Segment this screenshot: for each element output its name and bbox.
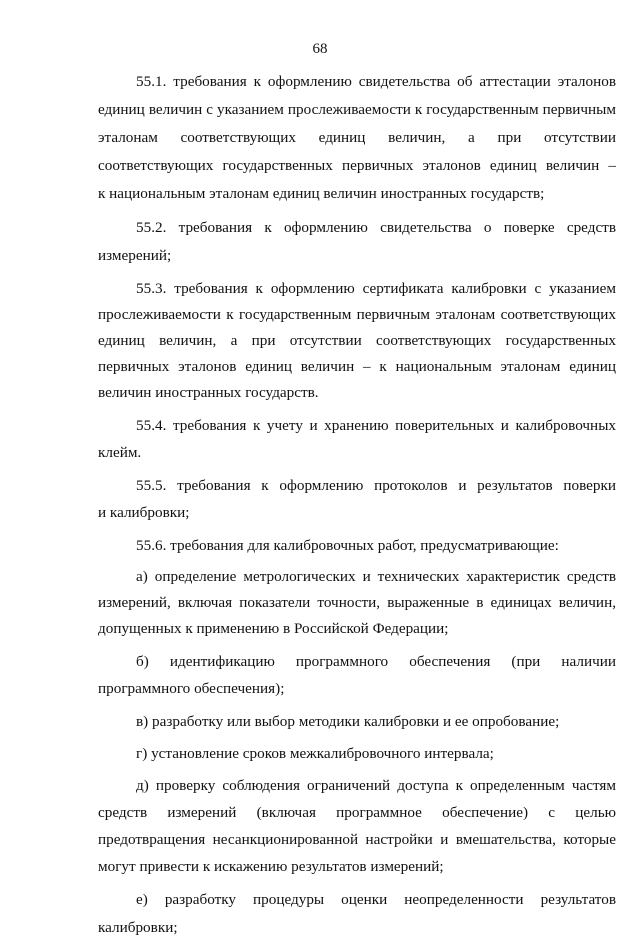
text-line: в) разработку или выбор методики калибровки и ее опробование; (136, 713, 560, 730)
text-line: допущенных к применению в Российской Федерации; (98, 620, 449, 637)
text-line: эталонам соответствующих единиц величин, а при отсутствии (98, 129, 616, 146)
text-line: соответствующих государственных первичных эталонов единиц величин – (98, 157, 616, 174)
text-line: 55.3. требования к оформлению сертификата калибровки с указанием (136, 280, 616, 297)
text-line: 55.2. требования к оформлению свидетельства о поверке средств (136, 219, 616, 236)
paragraph-55-4 (98, 412, 616, 466)
text-line: к национальным эталонам единиц величин иностранных государств; (98, 185, 545, 202)
text-line: 55.1. требования к оформлению свидетельства об аттестации эталонов (136, 73, 616, 90)
text-line: 55.6. требования для калибровочных работ, предусматривающие: (136, 537, 559, 554)
paragraph-55-6 (98, 532, 616, 560)
paragraph-item-e (98, 886, 616, 942)
text-line: б) идентификацию программного обеспечения (при наличии (136, 653, 616, 670)
text-line: программного обеспечения); (98, 680, 285, 697)
text-line: величин иностранных государств. (98, 384, 319, 401)
paragraph-item-d (98, 772, 616, 880)
text-line: предотвращения несанкционированной настройки и вмешательства, которые (98, 831, 616, 848)
paragraph-55-2 (98, 214, 616, 270)
text-line: первичных эталонов единиц величин – к национальным эталонам единиц (98, 358, 616, 375)
text-line: 55.4. требования к учету и хранению поверительных и калибровочных (136, 417, 616, 434)
text-line: калибровки; (98, 919, 178, 936)
paragraph-55-1 (98, 68, 616, 208)
text-line: г) установление сроков межкалибровочного интервала; (136, 745, 494, 762)
text-line: е) разработку процедуры оценки неопределенности результатов (136, 891, 616, 908)
text-line: д) проверку соблюдения ограничений доступа к определенным частям (136, 777, 616, 794)
text-line: 55.5. требования к оформлению протоколов и результатов поверки (136, 477, 616, 494)
paragraph-item-g (98, 740, 616, 768)
paragraph-item-a (98, 564, 616, 642)
text-line: единиц величин, а при отсутствии соответствующих государственных (98, 332, 616, 349)
page-number: 68 (312, 41, 328, 57)
paragraph-item-v (98, 708, 616, 736)
text-line: могут привести к искажению результатов измерений; (98, 858, 444, 875)
paragraph-55-5 (98, 472, 616, 526)
text-line: измерений; (98, 247, 172, 264)
text-line: средств измерений (включая программное обеспечение) с целью (98, 804, 616, 821)
text-line: а) определение метрологических и технических характеристик средств (136, 568, 616, 585)
paragraph-item-b (98, 648, 616, 702)
text-line: прослеживаемости к государственным первичным эталонам соответствующих (98, 306, 616, 323)
paragraph-55-3 (98, 276, 616, 406)
text-line: измерений, включая показатели точности, выраженные в единицах величин, (98, 594, 616, 611)
text-line: единиц величин с указанием прослеживаемости к государственным первичным (98, 101, 616, 118)
text-line: и калибровки; (98, 504, 190, 521)
text-line: клейм. (98, 444, 142, 461)
document-body (98, 62, 616, 942)
